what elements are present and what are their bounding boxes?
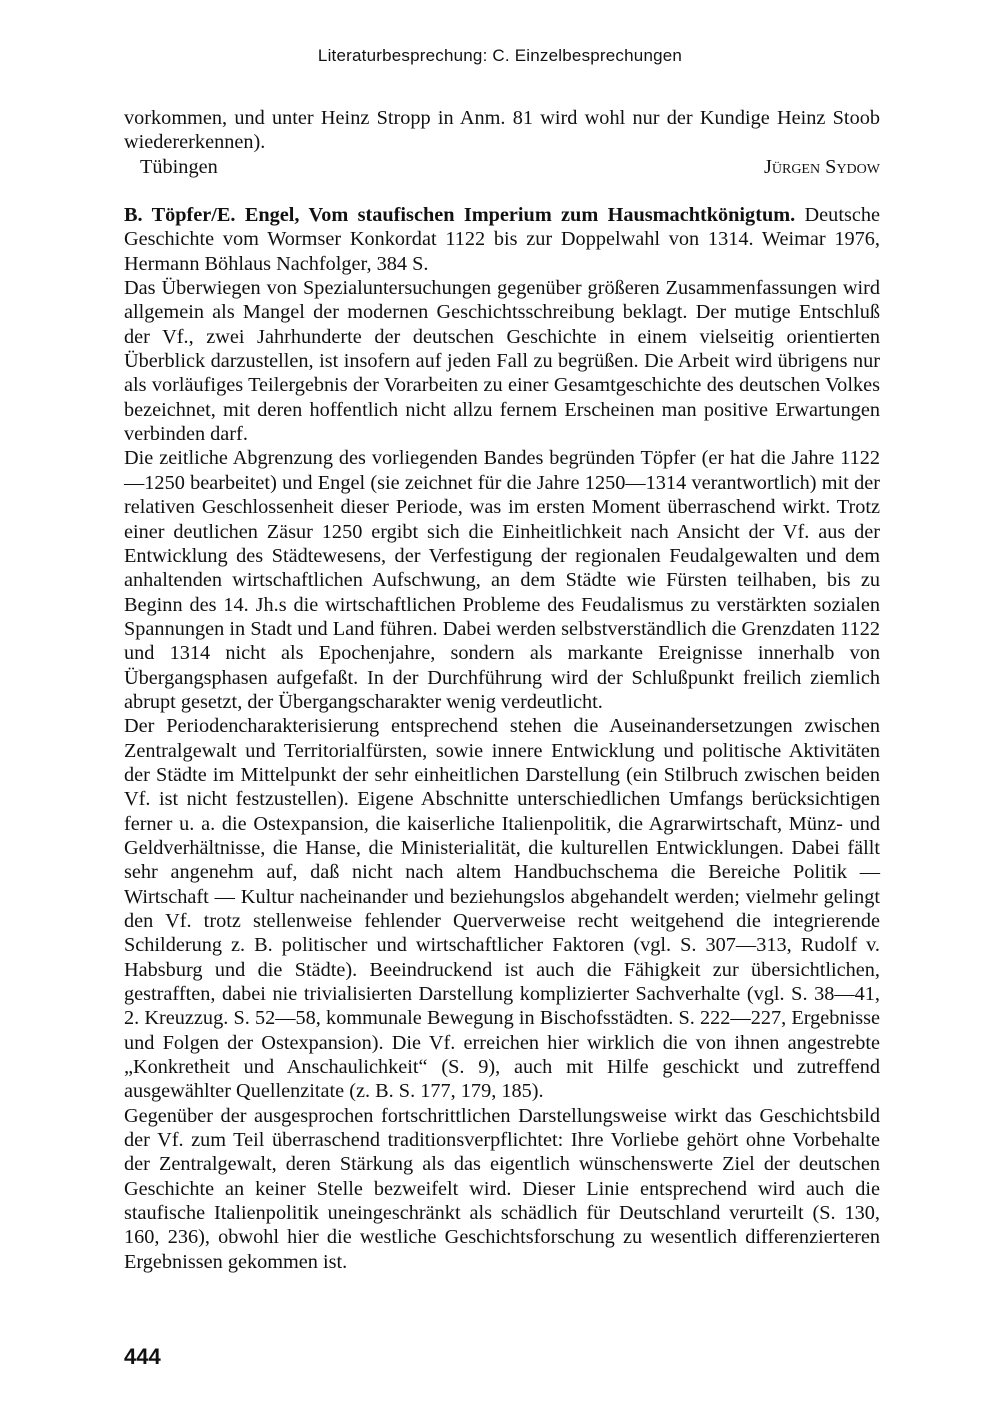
- paragraph: Gegenüber der ausgesprochen fortschrittlichen Darstellungsweise wirkt das Geschichtsbild der Vf. zum Teil überraschend traditionsverpflichtet: Ihre Vorliebe gehört ohne Vorbehalte der Zentralgewalt, deren Stärkung als das eigentlich wünschenswerte Ziel der deutschen Geschichte an keiner Stelle bezweifelt wird. Dieser Linie entsprechend wird auch die staufische Italienpolitik uneingeschränkt als schädlich für Deutschland verurteilt (S. 130, 160, 236), obwohl hier die westliche Geschichtsforschung zu wesentlich differenzierteren Ergebnissen gekommen ist.: [124, 1104, 880, 1273]
- paragraph: Der Periodencharakterisierung entsprechend stehen die Auseinandersetzungen zwischen Zentralgewalt und Territorialfürsten, sowie innere Entwicklung und politische Aktivitäten der Städte im Mittelpunkt der sehr einheitlichen Darstellung (ein Stilbruch zwischen beiden Vf. ist nicht festzustellen). Eigene Abschnitte unterschiedlichen Umfangs berücksichtigen ferner u. a. die Ostexpansion, die kaiserliche Italienpolitik, die Agrarwirtschaft, Münz- und Geldverhältnisse, die Hanse, die Ministerialität, die kulturellen Entwicklungen. Dabei fällt sehr angenehm auf, daß nicht nach altem Handbuchschema die Bereiche Politik — Wirtschaft — Kultur nacheinander und beziehungslos abgehandelt werden; vielmehr gelingt den Vf. trotz stellenweise fehlender Querverweise recht weitgehend die integrierende Schilderung z. B. politischer und wirtschaftlicher Faktoren (vgl. S. 307—313, Rudolf v. Habsburg und die Städte). Beeindruckend ist auch die Fähigkeit zur übersichtlichen, gestrafften, dabei nie trivialisierten Darstellung komplizierter Sachverhalte (vgl. S. 38—41, 2. Kreuzzug. S. 52—58, kommunale Bewegung in Bischofsstädten. S. 222—227, Ergebnisse und Folgen der Ostexpansion). Die Vf. erreichen hier wirklich die von ihnen angestrebte „Konkretheit und Anschaulichkeit“ (S. 9), auch mit Hilfe geschickt und zutreffend ausgewählter Quellenzitate (z. B. S. 177, 179, 185).: [124, 715, 880, 1103]
- signature-row: [124, 155, 880, 179]
- page-number: 444: [124, 1344, 161, 1369]
- running-head: Literaturbesprechung: C. Einzelbesprechungen: [317, 46, 683, 65]
- review-heading-title: B. Töpfer/E. Engel, Vom staufischen Imperium zum Hausmachtkönigtum.: [124, 204, 796, 227]
- previous-review-end: vorkommen, und unter Heinz Stropp in Anm. 81 wird wohl nur der Kundige Heinz Stoob wiedererkennen).: [124, 107, 880, 154]
- paragraph: Die zeitliche Abgrenzung des vorliegenden Bandes begründen Töpfer (er hat die Jahre 1122—1250 bearbeitet) und Engel (sie zeichnet für die Jahre 1250—1314 verantwortlich) mit der relativen Geschlossenheit dieser Periode, was im ersten Moment überraschend wirkt. Trotz einer deutlichen Zäsur 1250 ergibt sich die Einheitlichkeit nach Ansicht der Vf. aus der Entwicklung des Städtewesens, der Verfestigung der regionalen Feudalgewalten und dem anhaltenden wirtschaftlichen Aufschwung, an dem Städte wie Fürsten teilhaben, bis zu Beginn des 14. Jh.s die wirtschaftlichen Probleme des Feudalismus zu verstärkten sozialen Spannungen in Stadt und Land führen. Dabei werden selbstverständlich die Grenzdaten 1122 und 1314 nicht als Epochenjahre, sondern als markante Ereignisse innerhalb von Übergangsphasen aufgefaßt. In der Durchführung wird der Schlußpunkt freilich ziemlich abrupt gesetzt, der Übergangscharakter wenig verdeutlicht.: [124, 447, 880, 713]
- signature-author: Jürgen Sydow: [763, 155, 880, 178]
- review-heading-details: Deutsche Geschichte vom Wormser Konkordat 1122 bis zur Doppelwahl von 1314. Weimar 1976, Hermann Böhlaus Nachfolger, 384 S.: [124, 204, 880, 275]
- body-text: [124, 106, 880, 1274]
- review-heading: [124, 203, 880, 276]
- paragraph: Das Überwiegen von Spezialuntersuchungen gegenüber größeren Zusammenfassungen wird allgemein als Mangel der modernen Geschichtsschreibung beklagt. Der mutige Entschluß der Vf., zwei Jahrhunderte der deutschen Geschichte in einem vielseitig orientierten Überblick darzustellen, ist insofern auf jeden Fall zu begrüßen. Die Arbeit wird übrigens nur als vorläufiges Teilergebnis der Vorarbeiten zu einer Gesamtgeschichte des deutschen Volkes bezeichnet, mit deren hoffentlich nicht allzu fernem Erscheinen man positive Erwartungen verbinden darf.: [124, 277, 880, 446]
- signature-place: Tübingen: [140, 155, 218, 178]
